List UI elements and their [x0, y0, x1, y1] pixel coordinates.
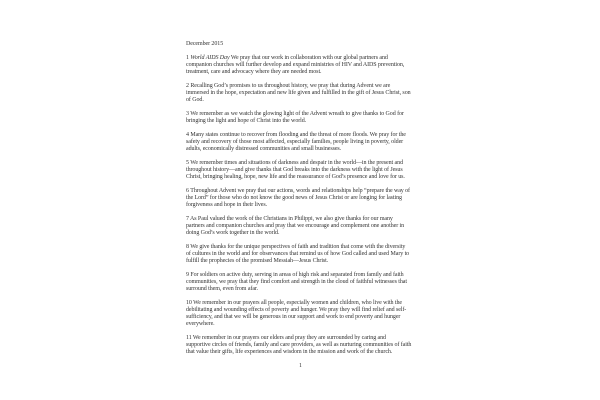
text-line: throughout history—and give thanks that God breaks into the darkness with the light of Jesus: [186, 167, 403, 173]
text-line: partners and companion churches and pray that we encourage and complement one another in: [186, 223, 405, 229]
page-number: 1: [299, 363, 302, 369]
text-column: [186, 41, 415, 370]
text-line: communities, we pray that they find comfort and strength in the cloud of faithful witnesses that: [186, 279, 407, 285]
document-date-heading: December 2015: [186, 41, 224, 47]
text-line: 1 World AIDS Day We pray that our work in collaboration with our global partners and: [186, 55, 388, 61]
paragraph: [186, 216, 415, 237]
text-line: 6 Throughout Advent we pray that our actions, words and relationships help “prepare the way of: [186, 188, 410, 194]
paragraph: [186, 55, 415, 76]
text-line: companion churches will further develop and expand ministries of HIV and AIDS prevention,: [186, 62, 405, 68]
text-line: of cultures in the world and for observances that remind us of how God called and used Mary to: [186, 251, 410, 257]
text-line: sufficiency, and that we will be generous in our support and work to end poverty and hunger: [186, 314, 401, 320]
text-line: 11 We remember in our prayers our elders and pray they are surrounded by caring and: [186, 335, 386, 341]
paragraph: [186, 111, 415, 125]
paragraph: [186, 188, 415, 209]
paragraph: [186, 132, 415, 153]
text-line: 10 We remember in our prayers all people, especially women and children, who live with the: [186, 300, 402, 306]
paragraph: [186, 160, 415, 181]
text-line: 7 As Paul valued the work of the Christians in Philippi, we also give thanks for our many: [186, 216, 393, 222]
text-line: 4 Many states continue to recover from flooding and the threat of more floods. We pray for the: [186, 132, 406, 138]
text-line: 5 We remember times and situations of darkness and despair in the world—in the present and: [186, 160, 403, 166]
text-line: that value their gifts, life experiences and wisdom in the mission and work of the church.: [186, 349, 393, 355]
text-line: everywhere.: [186, 321, 215, 327]
text-line: the Lord” for those who do not know the good news of Jesus Christ or are longing for lasting: [186, 195, 402, 201]
text-line: debilitating and wounding effects of poverty and hunger. We pray they will find relief and self-: [186, 307, 407, 313]
text-line: treatment, care and advocacy where they are needed most.: [186, 69, 322, 75]
text-line: doing God’s work together in the world.: [186, 230, 280, 236]
text-line: supportive circles of friends, family and care providers, as well as nurturing communities of faith: [186, 342, 412, 348]
text-line: bringing the light and hope of Christ into the world.: [186, 118, 307, 124]
text-line: Christ, bringing healing, hope, new life and the reassurance of God’s presence and love for us.: [186, 174, 405, 180]
text-line: 2 Recalling God’s promises to us throughout history, we pray that during Advent we are: [186, 83, 391, 89]
paragraph: [186, 335, 415, 356]
text-line: 9 For soldiers on active duty, serving in areas of high risk and separated from family and faith: [186, 272, 404, 278]
paragraph: [186, 244, 415, 265]
paragraph: [186, 83, 415, 104]
text-line: fulfill the prophecies of the promised Messiah—Jesus Christ.: [186, 258, 329, 264]
text-line: forgiveness and hope in their lives.: [186, 202, 267, 208]
text-line: 3 We remember as we watch the glowing light of the Advent wreath to give thanks to God for: [186, 111, 404, 117]
paragraph: [186, 300, 415, 328]
text-line: immersed in the hope, expectation and new life given and fulfilled in the gift of Jesus Christ, son: [186, 90, 411, 96]
text-line: 8 We give thanks for the unique perspectives of faith and tradition that come with the diversity: [186, 244, 406, 250]
paragraph: [186, 272, 415, 293]
text-line: safety and recovery of those most affected, especially families, people living in poverty, older: [186, 139, 404, 145]
paragraph-list: [186, 55, 415, 356]
text-line: of God.: [186, 97, 204, 103]
text-line: surround them, even from afar.: [186, 286, 258, 292]
text-line: adults, economically distressed communities and small businesses.: [186, 146, 342, 152]
